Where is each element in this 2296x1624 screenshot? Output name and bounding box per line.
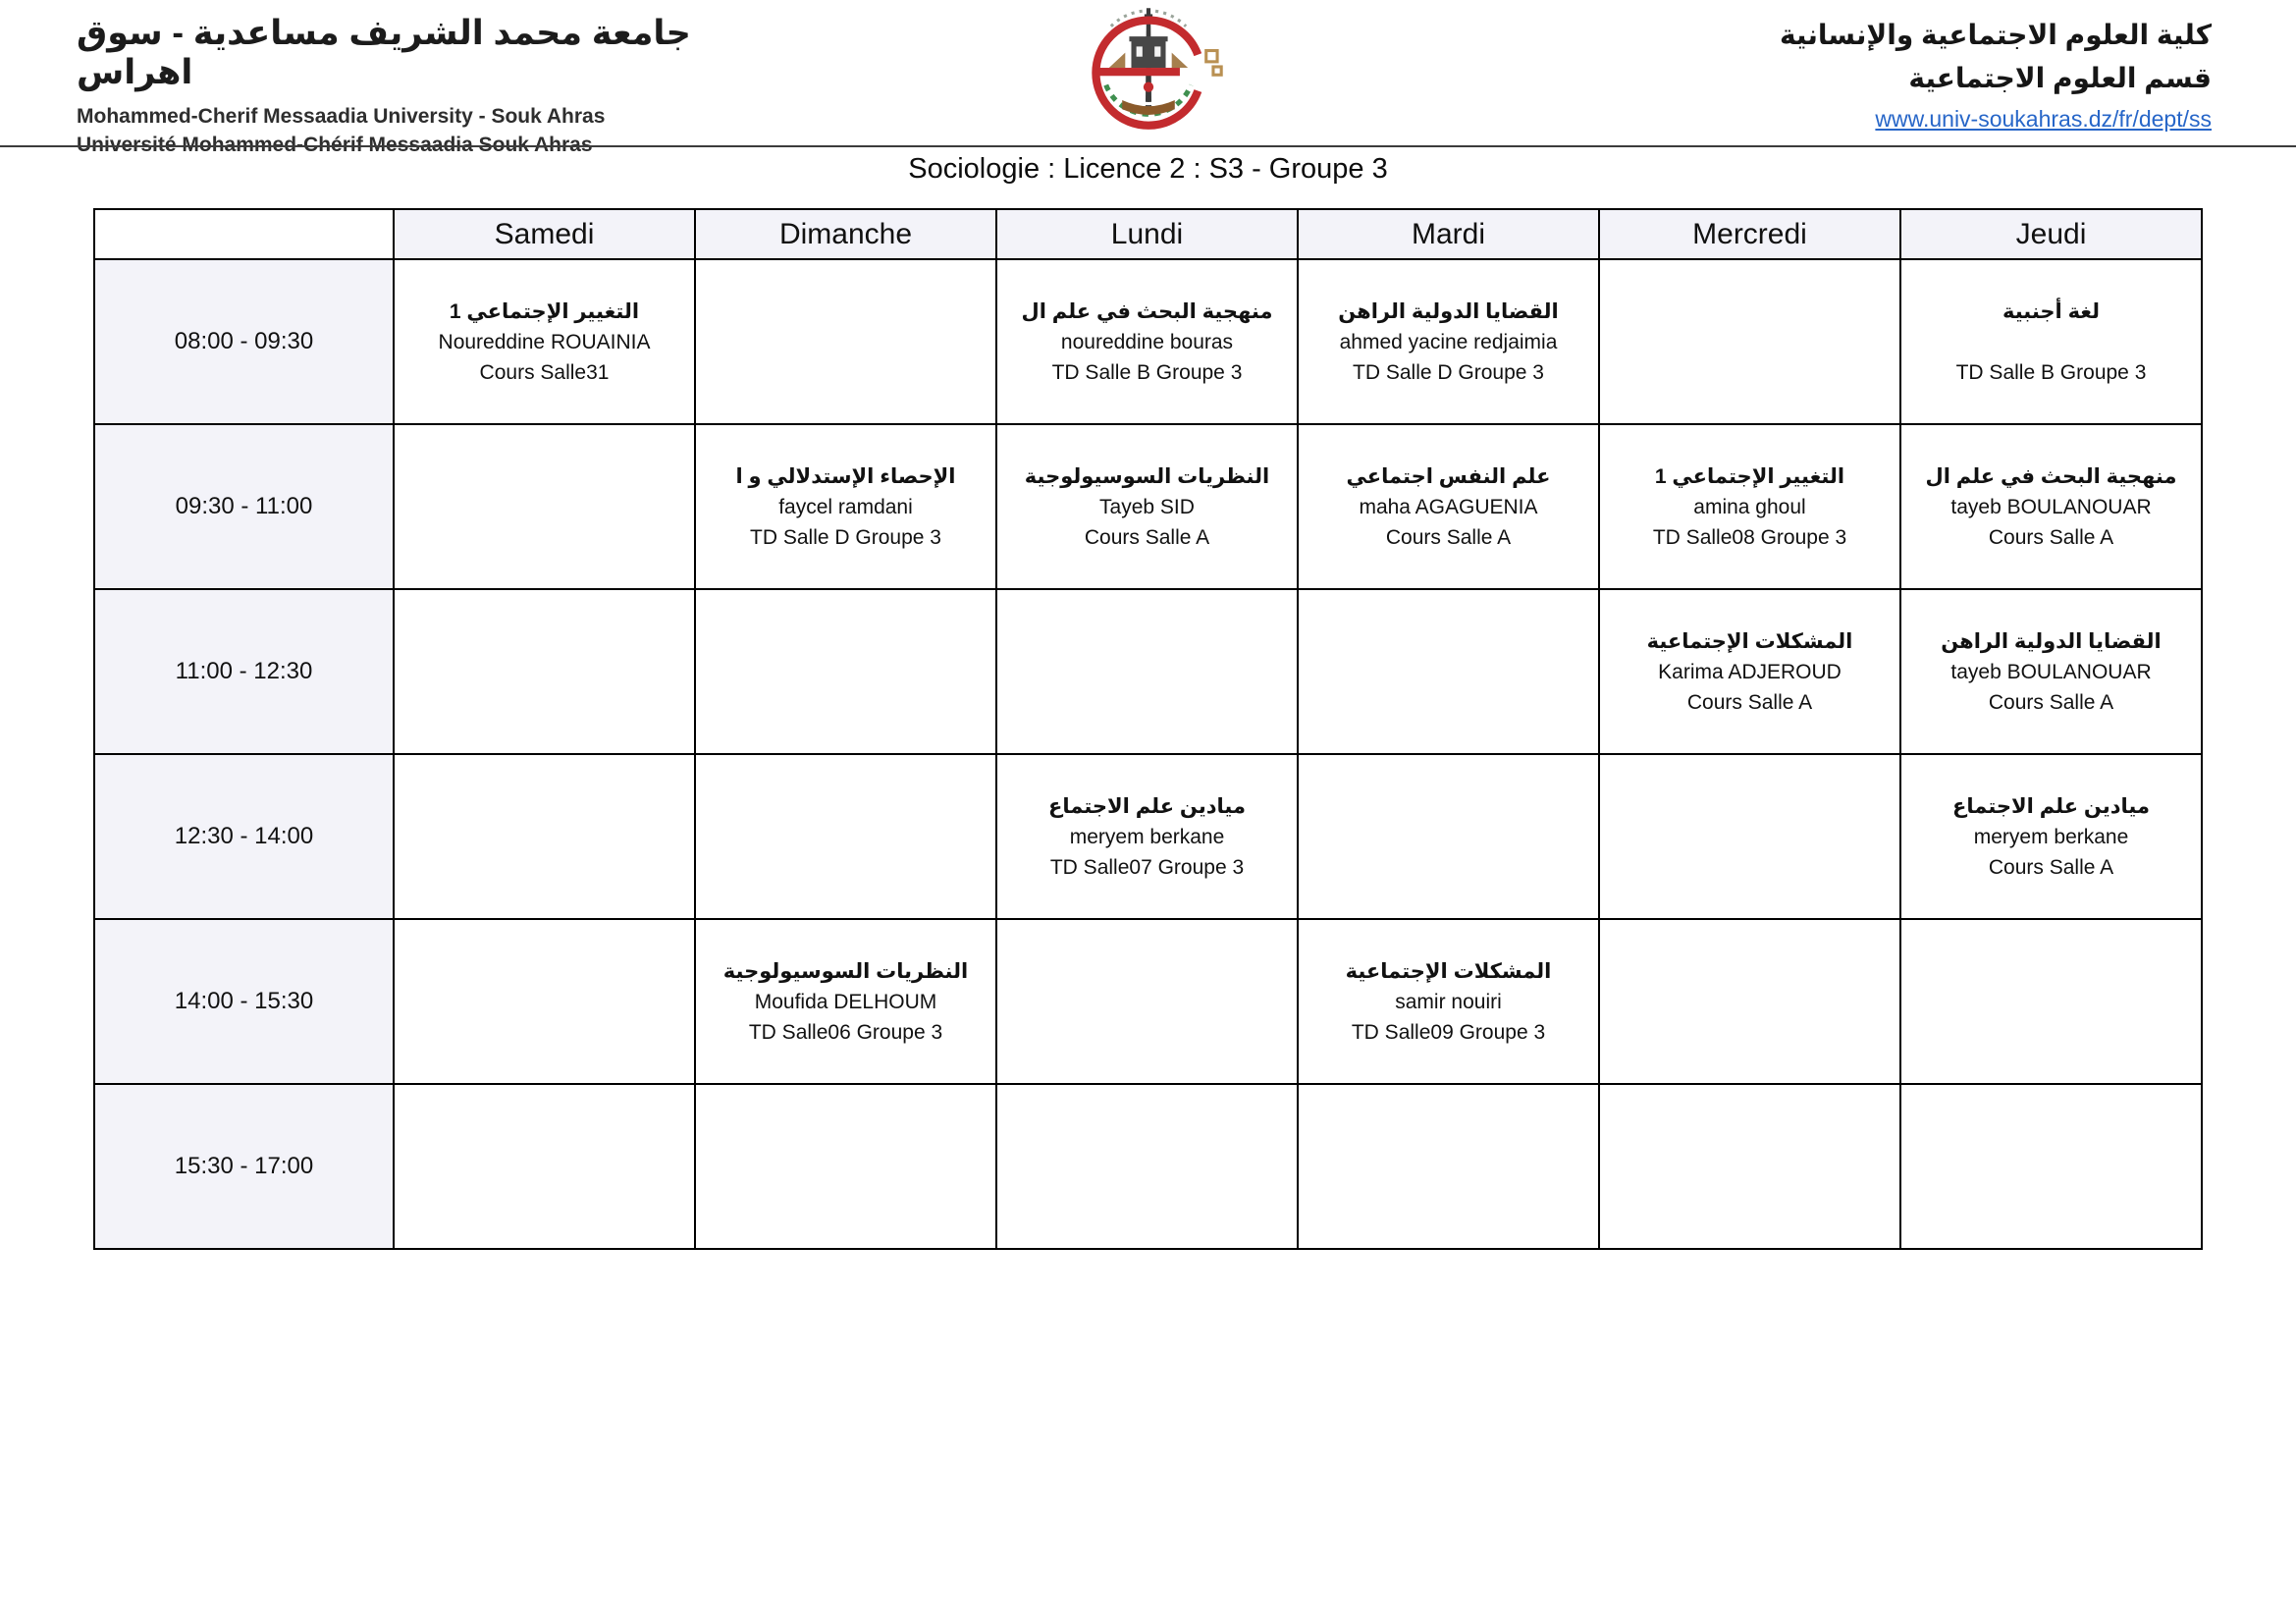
empty-cell bbox=[1298, 1084, 1599, 1249]
course-cell bbox=[1599, 589, 1900, 754]
empty-cell bbox=[996, 589, 1298, 754]
course-room: TD Salle B Groupe 3 bbox=[1955, 360, 2147, 384]
empty-cell bbox=[394, 919, 695, 1084]
course-teacher: amina ghoul bbox=[1693, 495, 1806, 518]
department-name-arabic: قسم العلوم الاجتماعية bbox=[1908, 63, 2212, 93]
course-teacher: Karima ADJEROUD bbox=[1658, 660, 1842, 683]
time-slot-label: 12:30 - 14:00 bbox=[94, 754, 394, 919]
page-title: Sociologie : Licence 2 : S3 - Groupe 3 bbox=[908, 153, 1388, 185]
time-slot-label: 14:00 - 15:30 bbox=[94, 919, 394, 1084]
empty-cell bbox=[394, 754, 695, 919]
course-title-ar: المشكلات الإجتماعية bbox=[1646, 629, 1853, 653]
time-slot-label: 11:00 - 12:30 bbox=[94, 589, 394, 754]
faculty-identity-block bbox=[1780, 14, 2212, 133]
course-teacher: Moufida DELHOUM bbox=[754, 990, 937, 1013]
table-row bbox=[94, 259, 2202, 424]
course-cell bbox=[695, 919, 996, 1084]
table-row bbox=[94, 919, 2202, 1084]
course-teacher: meryem berkane bbox=[1069, 825, 1225, 848]
timetable bbox=[93, 208, 2203, 1250]
course-room: Cours Salle31 bbox=[479, 360, 610, 384]
course-room: TD Salle06 Groupe 3 bbox=[748, 1020, 943, 1044]
course-title-ar: ميادين علم الاجتماع bbox=[1952, 794, 2150, 818]
empty-cell bbox=[1599, 1084, 1900, 1249]
course-title-ar: ميادين علم الاجتماع bbox=[1048, 794, 1246, 818]
course-title-ar: النظريات السوسيولوجية bbox=[1024, 464, 1270, 488]
empty-cell bbox=[1298, 589, 1599, 754]
course-teacher: maha AGAGUENIA bbox=[1359, 495, 1538, 518]
course-teacher: faycel ramdani bbox=[778, 495, 913, 518]
course-title-ar: التغيير الإجتماعي 1 bbox=[1654, 464, 1845, 488]
empty-cell bbox=[394, 1084, 695, 1249]
course-cell bbox=[996, 424, 1298, 589]
table-row bbox=[94, 424, 2202, 589]
day-header-jeudi: Jeudi bbox=[1900, 209, 2202, 259]
course-cell bbox=[695, 424, 996, 589]
day-header-samedi: Samedi bbox=[394, 209, 695, 259]
empty-cell bbox=[1298, 754, 1599, 919]
table-row bbox=[94, 1084, 2202, 1249]
course-title-ar: لغة أجنبية bbox=[2002, 299, 2101, 323]
table-row bbox=[94, 589, 2202, 754]
day-header-mardi: Mardi bbox=[1298, 209, 1599, 259]
empty-cell bbox=[394, 424, 695, 589]
table-row bbox=[94, 754, 2202, 919]
course-title-ar: الإحصاء الإستدلالي و ا bbox=[735, 464, 956, 488]
course-teacher: samir nouiri bbox=[1395, 990, 1502, 1013]
course-title-ar: علم النفس اجتماعي bbox=[1346, 464, 1551, 488]
university-seal-icon bbox=[1070, 0, 1227, 134]
course-title-ar: منهجية البحث في علم ال bbox=[1021, 299, 1273, 323]
course-cell bbox=[996, 754, 1298, 919]
course-cell bbox=[1298, 259, 1599, 424]
time-slot-label: 09:30 - 11:00 bbox=[94, 424, 394, 589]
empty-cell bbox=[695, 259, 996, 424]
course-cell bbox=[394, 259, 695, 424]
day-header-dimanche: Dimanche bbox=[695, 209, 996, 259]
empty-cell bbox=[1599, 754, 1900, 919]
course-room: Cours Salle A bbox=[1988, 690, 2114, 714]
course-cell bbox=[1298, 919, 1599, 1084]
university-name-french: Université Mohammed-Chérif Messaadia Souk Ahras bbox=[77, 134, 593, 156]
course-title-ar: القضايا الدولية الراهن bbox=[1338, 299, 1559, 323]
empty-cell bbox=[996, 919, 1298, 1084]
time-slot-label: 08:00 - 09:30 bbox=[94, 259, 394, 424]
course-cell bbox=[1900, 589, 2202, 754]
university-identity-block bbox=[77, 14, 783, 159]
course-room: Cours Salle A bbox=[1084, 525, 1210, 549]
course-cell bbox=[1900, 754, 2202, 919]
course-title-ar: القضايا الدولية الراهن bbox=[1941, 629, 2162, 653]
day-header-mercredi: Mercredi bbox=[1599, 209, 1900, 259]
course-teacher: meryem berkane bbox=[1973, 825, 2129, 848]
course-teacher: Noureddine ROUAINIA bbox=[438, 330, 651, 353]
university-name-english: Mohammed-Cherif Messaadia University - Souk Ahras bbox=[77, 105, 606, 128]
course-teacher: noureddine bouras bbox=[1060, 330, 1234, 353]
empty-cell bbox=[695, 589, 996, 754]
course-cell bbox=[1900, 424, 2202, 589]
course-title-ar: المشكلات الإجتماعية bbox=[1345, 959, 1552, 983]
course-title-ar: التغيير الإجتماعي 1 bbox=[449, 299, 640, 323]
day-header-lundi: Lundi bbox=[996, 209, 1298, 259]
course-room: TD Salle B Groupe 3 bbox=[1051, 360, 1243, 384]
course-cell bbox=[1298, 424, 1599, 589]
course-cell bbox=[996, 259, 1298, 424]
day-header-row bbox=[94, 209, 2202, 259]
course-room: TD Salle07 Groupe 3 bbox=[1049, 855, 1245, 879]
empty-cell bbox=[1900, 1084, 2202, 1249]
header-divider bbox=[0, 145, 2296, 147]
course-room: TD Salle09 Groupe 3 bbox=[1351, 1020, 1546, 1044]
course-title-ar: النظريات السوسيولوجية bbox=[722, 959, 969, 983]
empty-cell bbox=[1599, 259, 1900, 424]
course-teacher: tayeb BOULANOUAR bbox=[1950, 660, 2152, 683]
empty-cell bbox=[394, 589, 695, 754]
time-slot-label: 15:30 - 17:00 bbox=[94, 1084, 394, 1249]
corner-cell bbox=[94, 209, 394, 259]
course-room: Cours Salle A bbox=[1686, 690, 1813, 714]
department-website-link[interactable]: www.univ-soukahras.dz/fr/dept/ss bbox=[1875, 106, 2212, 132]
empty-cell bbox=[695, 754, 996, 919]
course-teacher bbox=[1901, 327, 2201, 357]
empty-cell bbox=[1599, 919, 1900, 1084]
course-cell bbox=[1900, 259, 2202, 424]
empty-cell bbox=[695, 1084, 996, 1249]
course-room: TD Salle D Groupe 3 bbox=[750, 525, 941, 549]
faculty-name-arabic: كلية العلوم الاجتماعية والإنسانية bbox=[1779, 20, 2212, 50]
course-cell bbox=[1599, 424, 1900, 589]
course-teacher: ahmed yacine redjaimia bbox=[1339, 330, 1558, 353]
course-title-ar: منهجية البحث في علم ال bbox=[1925, 464, 2177, 488]
empty-cell bbox=[996, 1084, 1298, 1249]
course-room: Cours Salle A bbox=[1385, 525, 1512, 549]
course-room: Cours Salle A bbox=[1988, 855, 2114, 879]
course-room: TD Salle D Groupe 3 bbox=[1353, 360, 1544, 384]
course-room: Cours Salle A bbox=[1988, 525, 2114, 549]
course-teacher: tayeb BOULANOUAR bbox=[1950, 495, 2152, 518]
empty-cell bbox=[1900, 919, 2202, 1084]
course-room: TD Salle08 Groupe 3 bbox=[1652, 525, 1847, 549]
course-teacher: Tayeb SID bbox=[1099, 495, 1195, 518]
university-name-arabic: جامعة محمد الشريف مساعدية - سوق اهراس bbox=[77, 14, 691, 91]
